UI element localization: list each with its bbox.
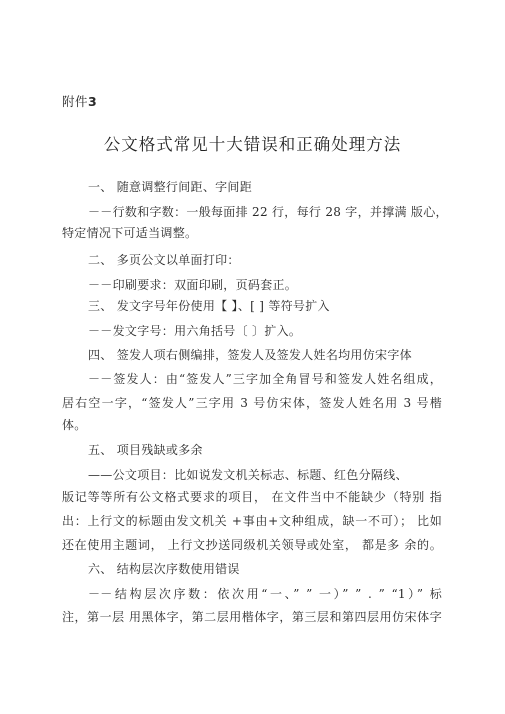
paragraph-line: 出：上行文的标题由发文机关 +事由+文种组成，缺一不可）； 比如 [62,514,442,528]
paragraph-line: －－印刷要求：双面印刷，页码套正。 [88,278,298,292]
section-heading-5: 五、 项目残缺或多余 [88,443,203,457]
paragraph-line: ——公文项目：比如说发文机关标志、标题、红色分隔线、 [88,468,408,482]
paragraph-line: －－结构层次序数：依次用“一、” ” 一）” ” . ” “1）” 标 [88,587,442,601]
paragraph-line: －－发文字号：用六角括号〔 〕扩入。 [88,324,302,338]
section-heading-3: 三、 发文字号年份使用【 】、[ ] 等符号扩入 [88,299,330,313]
paragraph-line: 特定情况下可适当调整。 [62,226,198,240]
document-title: 公文格式常见十大错误和正确处理方法 [103,135,402,154]
paragraph-line: 版记等等所有公文格式要求的项目， 在文件当中不能缺少（特别 指 [62,490,442,504]
paragraph-line: 还在使用主题词， 上行文抄送同级机关领导或处室， 都是多 余的。 [62,538,442,552]
paragraph-line: －－行数和字数：一般每面排 22 行，每行 28 字，并撑满 版心， [88,205,448,219]
paragraph-line: 注，第一层 用黑体字，第二层用楷体字，第三层和第四层用仿宋体字 [62,610,442,624]
attachment-label: 附件 [62,94,89,109]
attachment-number: 3 [88,94,98,109]
paragraph-line: 体。 [62,418,87,432]
paragraph-line: －－签发人：由“签发人”三字加全角冒号和签发人姓名组成， [88,372,442,386]
paragraph-line: 居右空一字，“签发人”三字用 3 号仿宋体，签发人姓名用 3 号楷 [62,396,442,410]
section-heading-4: 四、 签发人项右侧编排，签发人及签发人姓名均用仿宋字体 [88,348,412,362]
section-heading-1: 一、 随意调整行间距、字间距 [88,180,253,194]
attachment-heading [62,92,97,110]
section-heading-2: 二、 多页公文以单面打印： [88,253,240,267]
section-heading-6: 六、 结构层次序数使用错误 [88,562,240,576]
